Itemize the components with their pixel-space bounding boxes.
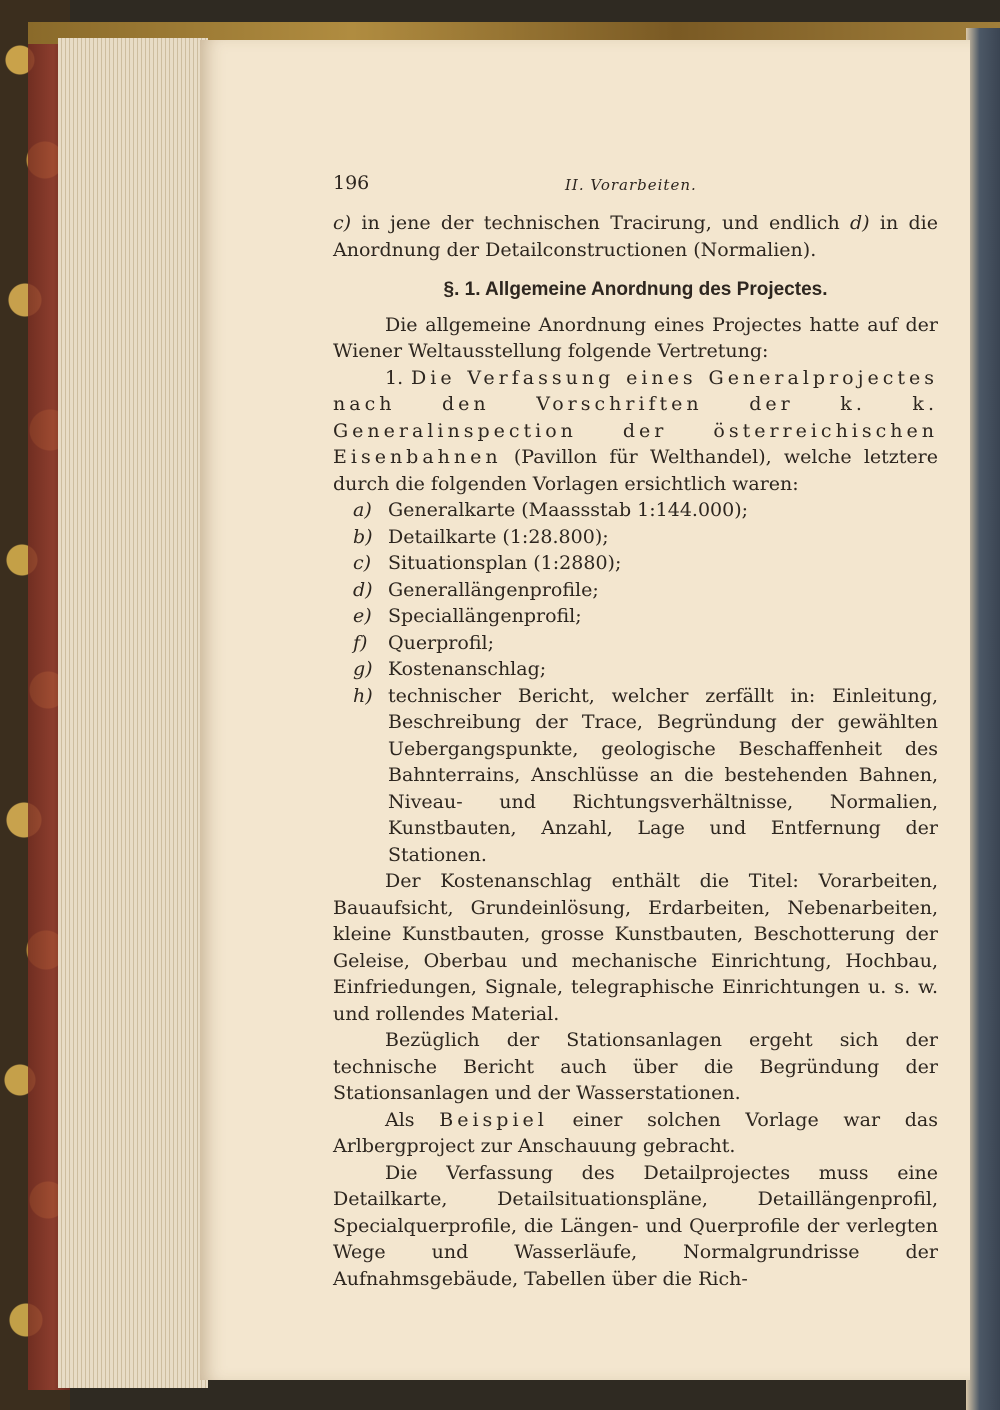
list-item-mark: f) bbox=[353, 631, 368, 654]
page-content bbox=[333, 170, 938, 1292]
list-item bbox=[333, 524, 938, 551]
section-heading: §. 1. Allgemeine Anordnung des Projectes. bbox=[443, 279, 828, 300]
running-header bbox=[333, 170, 938, 210]
list-item-mark: c) bbox=[353, 552, 372, 574]
item-1-spaced-text: Die Verfassung eines Generalprojectes nach den Vorschriften der k. k. Generalinspection der österreichischen Eisenbahnen bbox=[333, 366, 938, 468]
list-item-mark: e) bbox=[353, 605, 372, 627]
paragraph-5: Die Verfassung des Detailprojectes muss eine Detailkarte, Detailsituationspläne, Detaillängenprofil, Specialquerprofile, die Längen- und Querprofile der verlegten Wege und Wasserläufe, Normalgrundrisse der Aufnahmsgebäude, Tabellen über die Rich- bbox=[333, 1161, 938, 1290]
list-item bbox=[333, 577, 938, 604]
item-1-rest: (Pavillon für Welthandel), welche letztere durch die folgenden Vorlagen ersichtlich waren: bbox=[333, 446, 938, 495]
list-item bbox=[333, 497, 938, 524]
list-item-text: Kostenanschlag; bbox=[388, 658, 547, 680]
list-item-text: Generalkarte (Maassstab 1:144.000); bbox=[388, 499, 749, 521]
intro-c-mark: c) bbox=[333, 212, 352, 234]
intro-paragraph bbox=[333, 210, 938, 263]
paragraph-4-spaced: Beispiel bbox=[439, 1108, 548, 1131]
paragraph-4-before: Als bbox=[385, 1108, 415, 1131]
running-title: II. Vorarbeiten. bbox=[565, 176, 697, 194]
item-1-number: 1. bbox=[385, 366, 404, 389]
list-item-text: technischer Bericht, welcher zerfällt in: Einleitung, Beschreibung der Trace, Begründung der gewählten Uebergangspunkte, geologische Beschaffenheit des Bahnterrains, Anschlüsse an die bestehenden Bahnen, Niveau- und Richtungsverhältnisse, Normalien, Kunstbauten, Anzahl, Lage und Entfernung der Stationen. bbox=[388, 684, 938, 866]
list-item-mark: g) bbox=[353, 658, 373, 680]
list-item bbox=[333, 630, 938, 657]
list-item-mark: a) bbox=[353, 499, 372, 521]
list-item-text: Speciallängenprofil; bbox=[388, 605, 582, 627]
list-item bbox=[333, 656, 938, 683]
list-item bbox=[333, 550, 938, 577]
paragraph-2: Der Kostenanschlag enthält die Titel: Vorarbeiten, Bauaufsicht, Grundeinlösung, Erdarbeiten, Nebenarbeiten, kleine Kunstbauten, grosse Kunstbauten, Beschotterung der Geleise, Oberbau und mechanische Einrichtung, Hochbau, Einfriedungen, Signale, telegraphische Einrichtungen u. s. w. und rollendes Material. bbox=[333, 870, 938, 1025]
list-item-mark: d) bbox=[353, 578, 373, 601]
list-item-mark: h) bbox=[353, 684, 373, 707]
item-1-paragraph bbox=[333, 365, 938, 498]
list-item-text: Situationsplan (1:2880); bbox=[388, 552, 622, 574]
list-item-mark: b) bbox=[353, 525, 373, 548]
list-item-text: Detailkarte (1:28.800); bbox=[388, 525, 609, 548]
list-item-text: Querprofil; bbox=[388, 631, 494, 654]
page-number: 196 bbox=[333, 172, 370, 194]
paragraph-1: Die allgemeine Anordnung eines Projectes hatte auf der Wiener Weltausstellung folgende Vertretung: bbox=[333, 313, 938, 362]
list-item bbox=[333, 603, 938, 630]
vorlagen-list bbox=[333, 497, 938, 868]
facing-page-edge bbox=[966, 28, 1000, 1410]
paragraph-4-after: einer solchen Vorlage war das Arlbergproject zur Anschauung gebracht. bbox=[333, 1108, 938, 1157]
list-item bbox=[333, 683, 938, 869]
list-item-text: Generallängenprofile; bbox=[388, 578, 599, 601]
intro-c-text: in jene der technischen Tracirung, und endlich bbox=[361, 212, 840, 234]
paragraph-4 bbox=[333, 1107, 938, 1160]
intro-d-mark: d) bbox=[850, 212, 870, 234]
paragraph-3: Bezüglich der Stationsanlagen ergeht sich der technische Bericht auch über die Begründung der Stationsanlagen und der Wasserstationen. bbox=[333, 1029, 938, 1104]
intro-d-text: in die Anordnung der Detailconstructionen (Normalien). bbox=[333, 212, 938, 261]
page-edges-stack bbox=[58, 38, 208, 1388]
